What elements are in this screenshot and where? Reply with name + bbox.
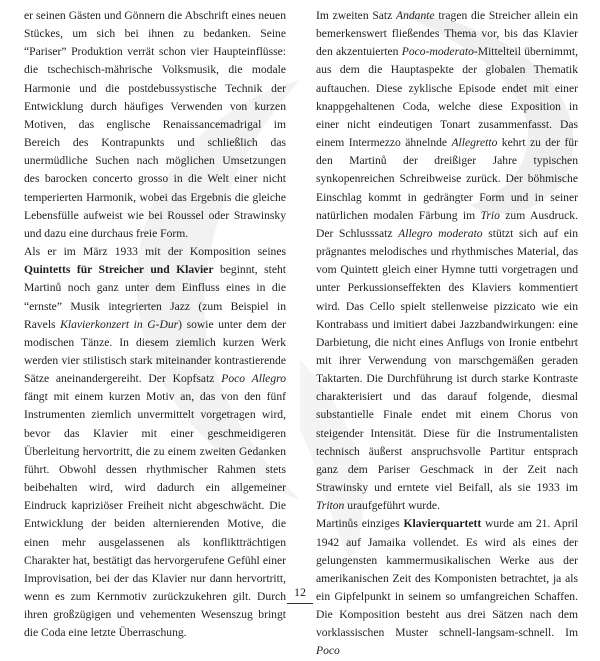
text-run: beginnt, steht Martinů noch ganz unter dem Einfluss eines in die “ernste” Musik integrierten Jazz (zum Beispiel in Ravels xyxy=(24,263,286,331)
text-run: Martinůs einziges xyxy=(316,517,404,531)
text-run: tragen die Streicher allein ein bemerkenswert fließendes Thema vor, bis das Klavier den akzentuierten xyxy=(316,9,578,59)
text-run: Als er im März 1933 mit der Komposition seines xyxy=(24,245,286,259)
left-paragraph-2 xyxy=(24,243,286,642)
text-run: uraufgeführt wurde. xyxy=(344,499,440,513)
right-text-column xyxy=(316,7,578,661)
text-run: zum Ausdruck. Der Schlusssatz xyxy=(316,208,578,240)
venue-name-triton: Triton xyxy=(316,499,345,513)
movement-title-allegro-moderato: Allegro moderato xyxy=(398,226,483,240)
movement-title-allegretto: Allegretto xyxy=(451,136,498,150)
text-run: ) sowie unter dem der modischen Tänze. In diesem ziemlich kurzen Werk werden vier stilistisch stark miteinander kontrastierende Sätze aneinandergereiht. Der Kopfsatz xyxy=(24,317,286,386)
text-run: stützt sich auf ein prägnantes melodisches und rhythmisches Material, das vom Quintett gleich einer Hymne tutti vorgetragen und unter Perkussionseffekten des Klaviers kommentiert wird. Das Cello spielt stellenweise pizzicato wie ein Kontrabass und imitiert dabei Jazzbandwirkungen: eine Darbietung, die nicht eines Anflugs von Ironie entbehrt mit ihrer Verwendung von marschgemäßen geraden Taktarten. Die Durchführung ist durch starke Kontraste charakterisiert und das darauf folgende, diesmal substantielle Finale endet mit einem Chorus von steigender Intensität. Diese für die Instrumentalisten technisch äußerst anspruchsvolle Partitur entsprach ganz dem Pariser Geschmack in der Zeit nach Strawinsky und erntete viel Beifall, als sie 1933 im xyxy=(316,226,578,495)
left-text-column xyxy=(24,7,286,642)
section-title-trio: Trio xyxy=(480,208,500,222)
left-paragraph-1: er seinen Gästen und Gönnern die Abschrift eines neuen Stückes, um sich bei ihnen zu bedanken. Seine “Pariser” Produktion verrät schon vier Haupteinflüsse: die tschechisch-mährische Volksmusik, die modale Harmonie und die postdebussystische Technik der Entwicklung durch häufiges Verwenden von kurzen Motiven, das englische Renaissancemadrigal im Bereich des Kontrapunkts und schließlich das unermüdliche Suchen nach möglichen Umsetzungen des barocken concerto grosso in die Welt einer nicht temperierten Harmonik, wobei das Ergebnis die gleiche Lebensfülle aufweist wie bei Roussel oder Strawinsky und dazu eine durchaus freie Form. xyxy=(24,9,286,240)
text-run: fängt mit einem kurzen Motiv an, das von den fünf Instrumenten ziemlich unvermittelt vorgetragen wird, bevor das Klavier mit einer geschmeidigeren Überleitung hervortritt, die zu einem zweiten Gedanken führt. Obwohl dessen rhythmischer Rahmen stets beibehalten wird, wird dadurch ein allgemeiner Eindruck kapriziöser Freiheit nicht abgeschwächt. Die Entwicklung der beiden alternierenden Motive, die einen mehr ausgelassenen als konfliktträchtigen Charakter hat, bestätigt das hervorgerufene Gefühl einer Improvisation, bei der das Klavier nur dann hervortritt, wenn es zum Kernmotiv zurückzukehren gilt. Durch ihren großzügigen und vehementen Wesenszug bringt die Coda eine letzte Überraschung. xyxy=(24,390,286,640)
work-title-ravel-concerto: Klavierkonzert in G-Dur xyxy=(60,317,179,331)
page-number-rule xyxy=(287,603,313,604)
movement-title-poco: Poco xyxy=(316,644,340,658)
right-paragraph-1 xyxy=(316,7,578,515)
text-run: -Mittelteil übernimmt, aus dem die Hauptaspekte der globalen Thematik auftauchen. Diese zyklische Episode endet mit einer knappgehaltenen Coda, welche diese Exposition in einer nicht eindeutigen Tonart zusammenfasst. Das einem Intermezzo ähnelnde xyxy=(316,45,578,150)
text-run: kehrt zu der für den Martinů der dreißiger Jahre typischen synkopenreichen Schreibweise zurück. Der böhmische Einschlag kommt in gedrängter Form und in seiner natürlichen modalen Färbung im xyxy=(316,136,578,222)
work-title-quintet: Quintetts für Streicher und Klavier xyxy=(24,263,214,277)
movement-title-poco-allegro: Poco Allegro xyxy=(221,372,286,386)
work-title-piano-quartet: Klavierquartett xyxy=(403,517,482,531)
text-run: wurde am 21. April 1942 auf Jamaika vollendet. Es wird als eines der gelungensten kammermusikalischen Werke aus der amerikanischen Zeit des Komponisten betrachtet, ja als ein Gipfelpunkt in seinem so umfangreichen Schaffen. Die Komposition besteht aus drei Sätzen nach dem vorklassischen Muster schnell-langsam-schnell. Im xyxy=(316,517,578,640)
movement-title-andante: Andante xyxy=(395,9,435,22)
movement-title-poco-moderato: Poco-moderato xyxy=(401,45,474,59)
text-run: Im zweiten Satz xyxy=(316,9,396,22)
page-number: 12 xyxy=(294,585,306,599)
